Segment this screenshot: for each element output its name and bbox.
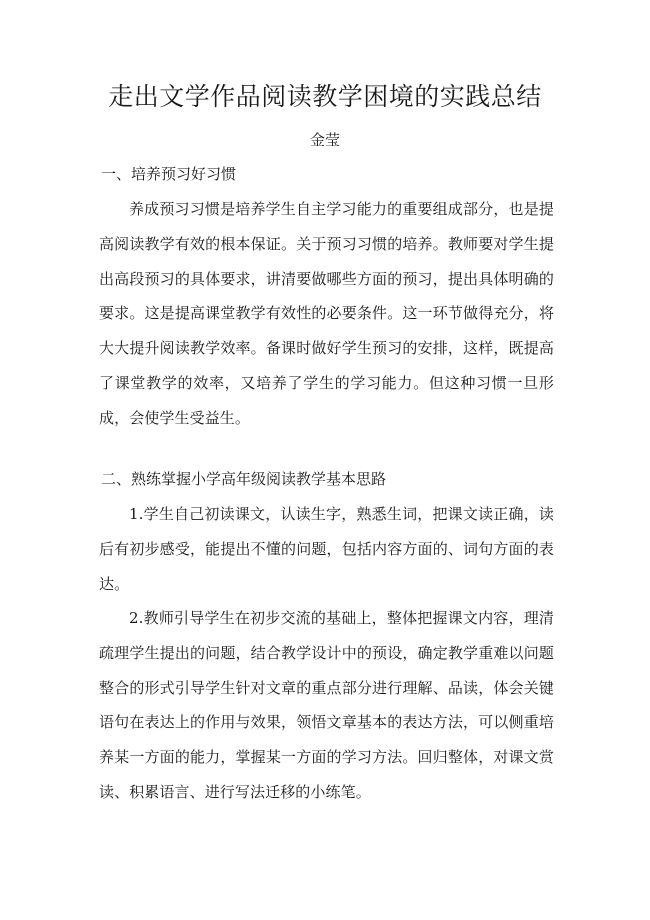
- section-heading-2: 二、熟练掌握小学高年级阅读教学基本思路: [101, 470, 387, 488]
- section-2-paragraph-2: 2.教师引导学生在初步交流的基础上，整体把握课文内容，理清疏理学生提出的问题，结合教学设计中的预设，确定教学重难以问题整合的形式引导学生针对文章的重点部分进行理解、品读，体会关键语句在表达上的作用与效果，领悟文章基本的表达方法，可以侧重培养某一方面的能力，掌握某一方面的学习方法。回归整体，对课文赏读、积累语言、进行写法迁移的小练笔。: [99, 609, 554, 801]
- section-1-paragraph-1: 养成预习习惯是培养学生自主学习能力的重要组成部分，也是提高阅读教学有效的根本保证。关于预习习惯的培养。教师要对学生提出高段预习的具体要求，讲清要做哪些方面的预习，提出具体明确的要求。这是提高课堂教学有效性的必要条件。这一环节做得充分，将大大提升阅读教学效率。备课时做好学生预习的安排，这样，既提高了课堂教学的效率，又培养了学生的学习能力。但这种习惯一旦形成，会使学生受益生。: [99, 200, 554, 427]
- section-heading-1: 一、培养预习好习惯: [101, 165, 237, 183]
- document-title: 走出文学作品阅读教学困境的实践总结: [108, 82, 542, 111]
- section-2-paragraph-1: 1.学生自己初读课文，认读生字，熟悉生词，把课文读正确，读后有初步感受，能提出不懂的问题，包括内容方面的、词句方面的表达。: [99, 505, 554, 593]
- author-name: 金莹: [309, 131, 340, 149]
